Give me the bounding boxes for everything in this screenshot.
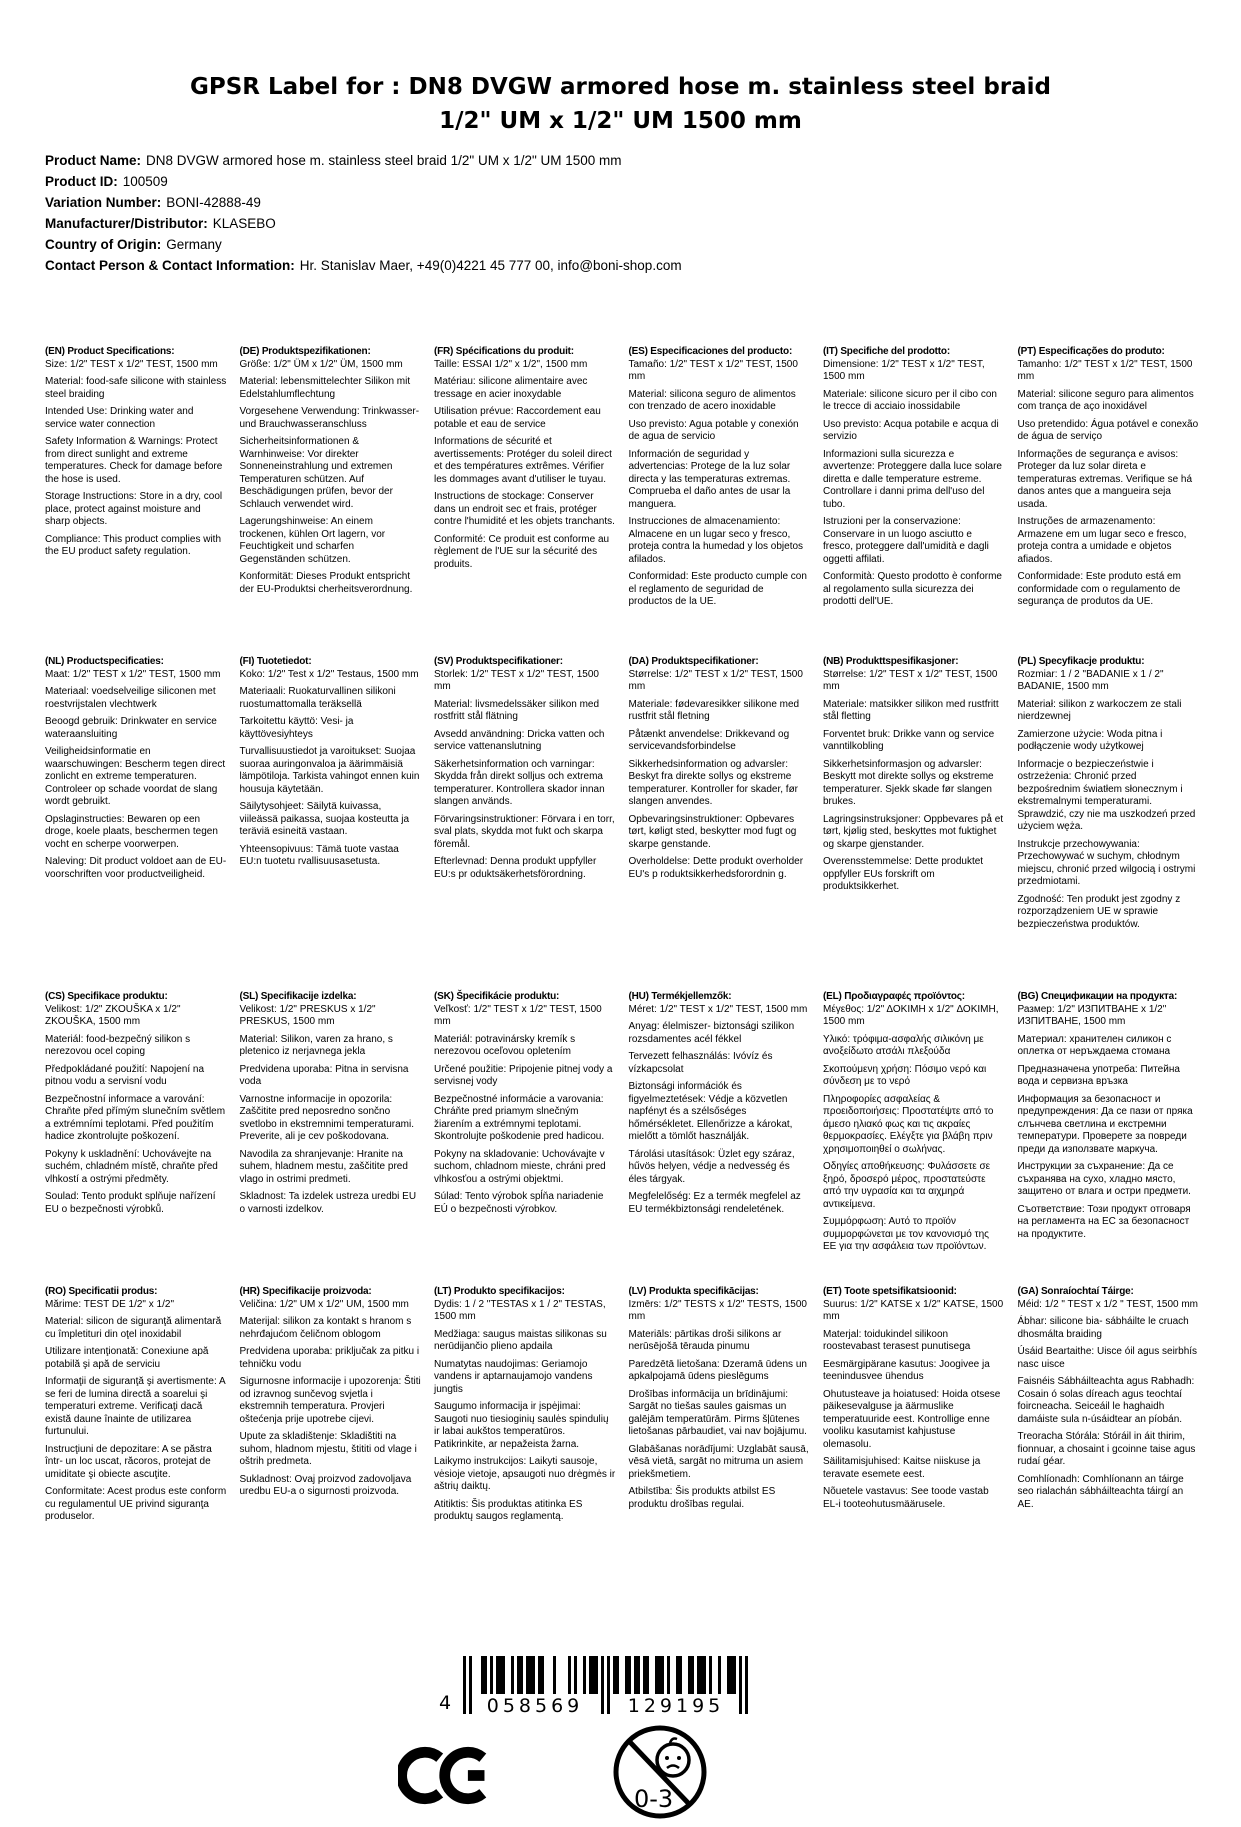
barcode-bar [739,1656,742,1714]
lang-paragraph: Instrucţiuni de depozitare: A se păstra într- un loc uscat, răcoros, protejat de umiditate şi obiecte ascuţite. [45,1443,212,1480]
barcode-bar [568,1656,571,1694]
lang-block-fr [434,346,616,576]
title-line-1: GPSR Label for : DN8 DVGW armored hose m. stainless steel braid [189,74,1052,100]
lang-paragraph: Ohutusteave ja hoiatused: Hoida otsese päikesevalguse ja äärmuslike temperatuuride eest. Kontrollige enne vooliku kasutamist kahjustuse olemasolu. [823,1388,1001,1450]
lang-paragraph: Conformité: Ce produit est conforme au règlement de l'UE sur la sécurité des produits. [434,533,610,570]
lang-paragraph: Eesmärgipärane kasutus: Joogivee ja teenindusvee ühendus [823,1358,990,1382]
lang-paragraph: Οδηγίες αποθήκευσης: Φυλάσσετε σε ξηρό, δροσερό μέρος, προστατεύστε από την υγρασία και τα αιχμηρά αντικείμενα. [823,1161,991,1210]
lang-paragraph: Saugumo informacija ir įspėjimai: Saugoti nuo tiesioginių saulės spindulių ir labai aukštos temperatūros. Patikrinkite, ar nepažeista žarna. [434,1401,609,1450]
barcode-bar [646,1656,649,1694]
lang-paragraph: Информация за безопасност и предупреждения: Да се пази от пряка слънчева светлина и екстремни температури. Проверете за повреди преди да използвате маркуча. [1017,1093,1193,1155]
lang-paragraph: Información de seguridad y advertencias: Protege de la luz solar directa y las temperaturas extremas. Comprueba el daño antes de usar la manguera. [628,448,791,510]
lang-heading: (DA) Produktspecifikationer: [628,656,759,667]
variation-number-row [45,192,1241,213]
barcode-bar [511,1656,514,1694]
barcode-bar [601,1656,604,1714]
lang-paragraph: Faisnéis Sábháilteachta agus Rabhadh: Cosain ó solas díreach agus teochtaí foircneacha. Seiceáil le haghaidh damáiste sula n-úsáidtear an píobán. [1017,1376,1195,1425]
lang-block-nl [45,656,227,886]
lang-paragraph: Navodila za shranjevanje: Hranite na suhem, hladnem mestu, zaščitite pred vlago in ostrimi predmeti. [239,1148,408,1185]
lang-paragraph: Conformitate: Acest produs este conform cu regulamentul UE privind siguranţa produselor. [45,1486,227,1522]
lang-paragraph: Предназначена употреба: Питейна вода и сервизна връзка [1017,1063,1180,1087]
lang-paragraph: Bezpečnostné informácie a varovania: Chráňte pred priamym slnečným žiarením a extrémnymi teplotami. Skontrolujte poškodenie pred hadicou. [434,1093,605,1142]
lang-paragraph: Material: silicone seguro para alimentos com trança de aço inoxidável [1017,388,1194,412]
lang-heading: (SL) Specifikacije izdelka: [239,991,357,1002]
lang-paragraph: Numatytas naudojimas: Geriamojo vandens ir aptarnaujamojo vandens jungtis [434,1358,593,1395]
lang-paragraph: Materiaal: voedselveilige siliconen met roestvrijstalen vlechtwerk [45,686,216,710]
lang-paragraph: Materjal: toidukindel silikoon roostevabast terasest punutisega [823,1328,971,1352]
lang-heading: (HR) Specifikacije proizvoda: [239,1286,372,1297]
lang-paragraph: Yhteensopivuus: Tämä tuote vastaa EU:n tuotetu rvallisuusasetusta. [239,843,399,867]
lang-paragraph: Pokyny k uskladnění: Uchovávejte na suchém, chladném místě, chraňte před vlhkostí a ostrými předměty. [45,1148,218,1185]
lang-block-es [629,346,811,614]
lang-paragraph: Conformidad: Este producto cumple con el reglamento de seguridad de productos de la UE. [628,571,807,607]
lang-paragraph: Материал: хранителен силикон с оплетка от неръждаема стомана [1017,1033,1172,1057]
lang-paragraph: Materiale: matsikker silikon med rustfritt stål fletting [823,698,999,722]
ce-mark-icon [398,1744,498,1812]
barcode-bar [574,1656,577,1694]
lang-paragraph: Intended Use: Drinking water and service water connection [45,406,194,430]
lang-paragraph: Μέγεθος: 1/2" ΔΟΚΙΜΗ x 1/2" ΔΟΚΙΜΗ, 1500 mm [823,1003,999,1027]
lang-paragraph: Mărime: TEST DE 1/2" x 1/2" [45,1298,174,1310]
barcode-bar [553,1656,556,1694]
lang-paragraph: Upute za skladištenje: Skladištiti na suhom, hladnom mjestu, štititi od vlage i oštrih predmeta. [239,1431,417,1467]
barcode-bar [583,1656,586,1694]
lang-paragraph: Bezpečnostní informace a varování: Chraňte před přímým slunečním světlem a extrémními teplotami. Před použitím hadice zkontrolujte poškození. [45,1093,226,1142]
lang-paragraph: Material: food-safe silicone with stainless steel braiding [45,376,227,400]
lang-paragraph: Opslaginstructies: Bewaren op een droge, koele plaats, beschermen tegen vocht en scherpe voorwerpen. [45,813,218,850]
lang-paragraph: Material: livsmedelssäker silikon med rostfritt stål flätning [434,698,600,722]
lang-paragraph: Opbevaringsinstruktioner: Opbevares tørt, køligt sted, beskytter mod fugt og skarpe genstande. [628,813,797,850]
lang-row-4 [45,1286,1199,1529]
lang-paragraph: Sikkerhedsinformation og advarsler: Beskyt fra direkte sollys og ekstreme temperaturer. Kontroller for skader, før slangen anvendes. [628,758,799,807]
lang-row-3 [45,991,1199,1286]
lang-heading: (NB) Produkttspesifikasjoner: [823,656,959,667]
lang-paragraph: Größe: 1/2" ÜM x 1/2" ÜM, 1500 mm [239,358,403,370]
lang-block-el [823,991,1005,1259]
lang-paragraph: Informacje o bezpieczeństwie i ostrzeżenia: Chronić przed bezpośrednim światłem słonecznym i ekstremalnymi temperaturami. Sprawdzić, czy nie ma uszkodzeń przed użyciem węża. [1017,758,1196,832]
lang-paragraph: Efterlevnad: Denna produkt uppfyller EU:s pr oduktsäkerhetsförordning. [434,856,597,880]
product-name-row [45,150,1241,171]
lang-paragraph: Istruzioni per la conservazione: Conservare in un luogo asciutto e fresco, proteggere dall'umidità e dagli oggetti affilati. [823,516,989,565]
lang-paragraph: Predvidena uporaba: Pitna in servisna voda [239,1063,409,1087]
lang-paragraph: Instrucciones de almacenamiento: Almacene en un lugar seco y fresco, proteja contra la humedad y los objetos afilados. [628,516,804,565]
age-range-text: 0-3 [634,1785,674,1813]
lang-paragraph: Treoracha Stórála: Stóráil in áit thirim, fionnuar, a chosaint i gcoinne taise agus rudaí géar. [1017,1431,1196,1467]
barcode-bar [595,1656,598,1694]
lang-paragraph: Méid: 1/2 " TEST x 1/2 " TEST, 1500 mm [1017,1298,1199,1310]
lang-paragraph: Säkerhetsinformation och varningar: Skydda från direkt solljus och extrema temperaturer. Kontrollera skador innan slangen används. [434,758,605,807]
lang-paragraph: Rozmiar: 1 / 2 "BADANIE x 1 / 2" BADANIE, 1500 mm [1017,668,1164,692]
lang-paragraph: Съответствие: Този продукт отговаря на регламента на ЕС за безопасност на продуктите. [1017,1203,1191,1240]
lang-paragraph: Atitiktis: Šis produktas atitinka ES produktų saugos reglamentą. [434,1498,583,1522]
lang-paragraph: Určené použitie: Pripojenie pitnej vody a servisnej vody [434,1063,613,1087]
lang-block-ro [45,1286,227,1529]
lang-block-sl [240,991,422,1221]
lang-block-nb [823,656,1005,899]
barcode-bar [679,1656,682,1694]
lang-paragraph: Säilitamisjuhised: Kaitse niiskuse ja teravate esemete eest. [823,1456,981,1480]
age-warning-0-3-icon [610,1722,710,1827]
lang-paragraph: Sukladnost: Ovaj proizvod zadovoljava uredbu EU-a o sigurnosti proizvoda. [239,1473,412,1497]
country-of-origin-label: Country of Origin: [45,237,162,252]
lang-block-da [629,656,811,886]
lang-paragraph: Laikymo instrukcijos: Laikyti sausoje, vėsioje vietoje, apsaugoti nuo drėgmės ir aštrių daiktų. [434,1456,616,1492]
contact-row [45,255,1241,276]
lang-paragraph: Påtænkt anvendelse: Drikkevand og servicevandsforbindelse [628,728,790,752]
lang-paragraph: Predvidena uporaba: priključak za pitku i tehničku vodu [239,1346,420,1370]
lang-paragraph: Úsáid Beartaithe: Uisce óil agus seirbhís nasc uisce [1017,1346,1198,1370]
lang-paragraph: Konformität: Dieses Produkt entspricht der EU-Produktsi cherheitsverordnung. [239,571,413,595]
lang-paragraph: Conformità: Questo prodotto è conforme al regolamento sulla sicurezza dei prodotti dell'UE. [823,571,1002,607]
lang-paragraph: Matériau: silicone alimentaire avec tressage en acier inoxydable [434,376,588,400]
lang-paragraph: Zamierzone użycie: Woda pitna i podłączenie wody użytkowej [1017,728,1163,752]
title-line-2: 1/2" UM x 1/2" UM 1500 mm [439,108,802,134]
lang-paragraph: Nõuetele vastavus: See toode vastab EL-i tooteohutusmäärusele. [823,1486,989,1510]
lang-heading: (NL) Productspecificaties: [45,656,164,667]
barcode-bar [490,1656,493,1694]
lang-heading: (FI) Tuotetiedot: [239,656,312,667]
lang-heading: (ES) Especificaciones del producto: [628,346,793,357]
product-id-row [45,171,1241,192]
product-info [45,150,1241,276]
barcode-bar [745,1656,748,1714]
lang-heading: (DE) Produktspezifikationen: [239,346,371,357]
lang-paragraph: Naleving: Dit product voldoet aan de EU-voorschriften voor productveiligheid. [45,856,227,880]
barcode-bar [733,1656,736,1694]
lang-paragraph: Инструкции за съхранение: Да се съхранява на сухо, хладно място, защитено от влага и остри предмети. [1017,1161,1191,1197]
lang-paragraph: Velikost: 1/2" PRESKUS x 1/2" PRESKUS, 1500 mm [239,1003,376,1027]
lang-block-de [240,346,422,601]
lang-heading: (EL) Προδιαγραφές προϊόντος: [823,991,965,1002]
lang-paragraph: Lagerungshinweise: An einem trockenen, kühlen Ort lagern, vor Feuchtigkeit und scharfen Gegenständen schützen. [239,516,386,565]
lang-paragraph: Megfelelőség: Ez a termék megfelel az EU termékbiztonsági rendeletének. [628,1191,801,1215]
language-specifications-grid [45,346,1199,1529]
lang-paragraph: Méret: 1/2" TEST x 1/2" TEST, 1500 mm [628,1003,808,1015]
barcode-leading-digit: 4 [439,1692,452,1714]
lang-paragraph: Πληροφορίες ασφαλείας & προειδοποιήσεις: Προστατέψτε από το άμεσο ηλιακό φως και τις ακραίες θερμοκρασίες. Ελέγξτε για βλάβη πριν χρησιμοποιηθεί ο σωλήνας. [823,1093,994,1155]
lang-paragraph: Materiale: silicone sicuro per il cibo con le trecce di acciaio inossidabile [823,388,997,412]
country-of-origin-row [45,234,1241,255]
lang-paragraph: Dydis: 1 / 2 "TESTAS x 1 / 2" TESTAS, 1500 mm [434,1298,606,1322]
barcode-bar [502,1656,505,1694]
lang-paragraph: Størrelse: 1/2" TEST x 1/2" TEST, 1500 mm [628,668,803,692]
lang-block-it [823,346,1005,614]
barcode-bar [691,1656,694,1694]
lang-heading: (SV) Produktspecifikationer: [434,656,563,667]
lang-paragraph: Velikost: 1/2" ZKOUŠKA x 1/2" ZKOUŠKA, 1500 mm [45,1003,181,1027]
barcode-bar [541,1656,544,1694]
product-name-label: Product Name: [45,153,142,168]
lang-block-sv [434,656,616,886]
barcode-left-digits: 058569 [486,1695,584,1717]
lang-paragraph: Overensstemmelse: Dette produktet oppfyller EUs forskrift om produktsikkerhet. [823,856,984,892]
lang-paragraph: Materijal: silikon za kontakt s hranom s nehrđajućom čeličnom oblogom [239,1316,412,1340]
lang-paragraph: Sicherheitsinformationen & Warnhinweise: Vor direkter Sonneneinstrahlung und extremen Temperaturen schützen. Auf Beschädigungen prüfen, bevor der Schlauch verwendet wird. [239,436,393,510]
barcode-bar [463,1656,466,1714]
lang-row-1 [45,346,1199,656]
manufacturer-label: Manufacturer/Distributor: [45,216,208,231]
lang-paragraph: Informações de segurança e avisos: Proteger da luz solar direta e temperaturas extremas. Verifique se há danos antes que a mangueira seja usada. [1017,448,1193,510]
lang-paragraph: Utilisation prévue: Raccordement eau potable et eau de service [434,406,601,430]
lang-paragraph: Lagringsinstruksjoner: Oppbevares på et tørt, kjølig sted, beskyttes mot fuktighet og skarpe gjenstander. [823,813,1004,850]
contact-label: Contact Person & Contact Information: [45,258,295,273]
lang-paragraph: Drošības informācija un brīdinājumi: Sargāt no tiešas saules gaismas un galējām temperatūrām. Pirms šļūtenes lietošanas pārbaudiet, vai nav bojājumu. [628,1388,807,1437]
lang-paragraph: Comhlíonadh: Comhlíonann an táirge seo rialachán sábháilteachta táirgí an AE. [1017,1473,1184,1510]
lang-paragraph: Skladnost: Ta izdelek ustreza uredbi EU o varnosti izdelkov. [239,1191,417,1215]
lang-block-lv [629,1286,811,1516]
lang-paragraph: Taille: ESSAI 1/2" x 1/2", 1500 mm [434,358,588,370]
lang-paragraph: Veľkosť: 1/2" TEST x 1/2" TEST, 1500 mm [434,1003,602,1027]
lang-heading: (PT) Especificações do produto: [1017,346,1165,357]
lang-heading: (RO) Specificatii produs: [45,1286,158,1297]
lang-block-et [823,1286,1005,1516]
lang-paragraph: Beoogd gebruik: Drinkwater en service wateraansluiting [45,716,217,740]
lang-block-fi [240,656,422,874]
lang-paragraph: Dimensione: 1/2" TEST x 1/2" TEST, 1500 mm [823,358,985,382]
lang-paragraph: Tamaño: 1/2" TEST x 1/2" TEST, 1500 mm [628,358,798,382]
lang-paragraph: Storlek: 1/2" TEST x 1/2" TEST, 1500 mm [434,668,599,692]
country-of-origin-value: Germany [166,237,222,252]
lang-heading: (EN) Product Specifications: [45,346,175,357]
barcode-right-digits: 129195 [627,1695,725,1717]
barcode-bar [532,1656,535,1694]
lang-block-pt [1018,346,1200,614]
lang-heading: (GA) Sonraíochtaí Táirge: [1017,1286,1134,1297]
lang-paragraph: Informaţii de siguranţă şi avertismente: A se feri de lumina directă a soarelui şi temperaturi extreme. Verificaţi dacă există daune înainte de utilizarea furtunului. [45,1376,226,1437]
lang-paragraph: Uso previsto: Agua potable y conexión de agua de servicio [628,418,799,442]
lang-heading: (LT) Produkto specifikacijos: [434,1286,565,1297]
lang-paragraph: Materiāls: pārtikas droši silikons ar nerūsējošā tērauda pinumu [628,1328,782,1352]
lang-heading: (PL) Specyfikacje produktu: [1017,656,1145,667]
lang-heading: (BG) Спецификации на продукта: [1017,991,1178,1002]
lang-paragraph: Materiale: fødevaresikker silikone med rustfrit stål fletning [628,698,800,722]
lang-paragraph: Overholdelse: Dette produkt overholder EU's p roduktsikkerhedsforordnin g. [628,856,804,880]
lang-paragraph: Storage Instructions: Store in a dry, cool place, protect against moisture and sharp objects. [45,491,223,527]
barcode-bar [628,1656,631,1694]
lang-paragraph: Materiál: potravinársky kremík s nerezovou oceľovou opletením [434,1033,576,1057]
lang-heading: (FR) Spécifications du produit: [434,346,574,357]
lang-paragraph: Förvaringsinstruktioner: Förvara i en torr, sval plats, skydda mot fukt och skarpa föremål. [434,813,615,850]
barcode-bar [637,1656,640,1694]
lang-paragraph: Biztonsági információk és figyelmeztetések: Védje a közvetlen napfényt és a szélsőséges hőmérsékletet. Ellenőrizze a károkat, mielőtt a tömlőt használják. [628,1081,793,1142]
lang-paragraph: Compliance: This product complies with the EU product safety regulation. [45,533,222,557]
lang-paragraph: Glabāšanas norādījumi: Uzglabāt sausā, vēsā vietā, sargāt no mitruma un asiem priekšmetiem. [628,1443,809,1480]
lang-paragraph: Koko: 1/2" Test x 1/2" Testaus, 1500 mm [239,668,419,680]
page-title [55,70,1186,138]
lang-paragraph: Tervezett felhasználás: Ivóvíz és vízkapcsolat [628,1051,773,1075]
lang-paragraph: Tamanho: 1/2" TEST x 1/2" TEST, 1500 mm [1017,358,1193,382]
lang-block-sk [434,991,616,1221]
contact-value: Hr. Stanislav Maer, +49(0)4221 45 777 00, info@boni-shop.com [299,258,682,273]
lang-heading: (IT) Specifiche del prodotto: [823,346,950,357]
lang-paragraph: Materiał: silikon z warkoczem ze stali nierdzewnej [1017,698,1182,722]
lang-paragraph: Forventet bruk: Drikke vann og service vanntilkobling [823,728,995,752]
barcode-bar [703,1656,706,1694]
lang-paragraph: Maat: 1/2" TEST x 1/2" TEST, 1500 mm [45,668,221,680]
lang-paragraph: Turvallisuustiedot ja varoitukset: Suojaa suoraa auringonvaloa ja äärimmäisiä lämpötiloja. Tarkista vahingot ennen kuin housuja käytetään. [239,746,420,795]
barcode-bar [709,1656,712,1694]
lang-block-cs [45,991,227,1221]
lang-paragraph: Σκοπούμενη χρήση: Πόσιμο νερό και σύνδεση με το νερό [823,1063,987,1087]
variation-number-value: BONI-42888-49 [166,195,261,210]
lang-paragraph: Informazioni sulla sicurezza e avvertenze: Proteggere dalla luce solare diretta e dalle temperature estreme. Controllare i danni prima dell'uso del tubo. [823,448,1002,510]
lang-paragraph: Informations de sécurité et avertissements: Protéger du soleil direct et des températures extrêmes. Vérifier les dommages avant d'utiliser le tuyau. [434,436,612,485]
lang-paragraph: Izmērs: 1/2" TESTS x 1/2" TESTS, 1500 mm [628,1298,807,1322]
lang-heading: (HU) Termékjellemzők: [628,991,732,1002]
lang-block-ga [1018,1286,1200,1516]
barcode-bar [484,1656,487,1694]
lang-paragraph: Varnostne informacije in opozorila: Zaščitite pred neposredno sončno svetlobo in ekstremnimi temperaturami. Preverite, ali je cev poškodovana. [239,1093,415,1142]
lang-block-en [45,346,227,564]
lang-paragraph: Conformidade: Este produto está em conformidade com o regulamento de segurança de produtos da UE. [1017,571,1181,607]
lang-paragraph: Anyag: élelmiszer- biztonsági szilikon rozsdamentes acél fékkel [628,1021,795,1045]
ean-barcode [439,1656,748,1717]
lang-heading: (CS) Specifikace produktu: [45,991,168,1002]
lang-paragraph: Size: 1/2" TEST x 1/2" TEST, 1500 mm [45,358,218,370]
lang-paragraph: Material: Silikon, varen za hrano, s pletenico iz nerjavnega jekla [239,1033,393,1057]
lang-paragraph: Tárolási utasítások: Üzlet egy száraz, hűvös helyen, védje a nedvesség és éles tárgyak. [628,1148,795,1185]
barcode-bar [520,1656,523,1694]
product-name-value: DN8 DVGW armored hose m. stainless steel braid 1/2" UM x 1/2" UM 1500 mm [146,153,622,168]
lang-paragraph: Veličina: 1/2" UM x 1/2" UM, 1500 mm [239,1298,409,1310]
manufacturer-row [45,213,1241,234]
lang-paragraph: Instrukcje przechowywania: Przechowywać w suchym, chłodnym miejscu, chronić przed wilgocią i ostrymi przedmiotami. [1017,838,1196,887]
lang-paragraph: Súlad: Tento výrobok spĺňa nariadenie EÚ o bezpečnosti výrobkov. [434,1191,604,1215]
lang-paragraph: Zgodność: Ten produkt jest zgodny z rozporządzeniem UE w sprawie bezpieczeństwa produktów. [1017,893,1181,930]
lang-paragraph: Συμμόρφωση: Αυτό το προϊόν συμμορφώνεται με τον κανονισμό της ΕΕ για την ασφάλεια των προϊόντων. [823,1216,989,1252]
barcode-bar [607,1656,610,1714]
lang-paragraph: Paredzētā lietošana: Dzeramā ūdens un apkalpojamā ūdens pieslēgums [628,1358,807,1382]
lang-paragraph: Safety Information & Warnings: Protect from direct sunlight and extreme temperatures. Check for damage before the hose is used. [45,436,223,485]
lang-paragraph: Instruções de armazenamento: Armazene em um lugar seco e fresco, proteja contra a umidade e objetos afiados. [1017,516,1187,565]
lang-paragraph: Uso pretendido: Água potável e conexão de água de serviço [1017,418,1199,442]
lang-block-lt [434,1286,616,1529]
lang-paragraph: Instructions de stockage: Conserver dans un endroit sec et frais, protéger contre l'humidité et les objets tranchants. [434,491,615,527]
lang-heading: (SK) Špecifikácie produktu: [434,991,560,1002]
barcode-bar [661,1656,664,1694]
lang-block-bg [1018,991,1200,1246]
lang-paragraph: Atbilstība: Šis produkts atbilst ES produktu drošības regulai. [628,1486,776,1510]
lang-paragraph: Størrelse: 1/2" TEST x 1/2" TEST, 1500 mm [823,668,998,692]
lang-paragraph: Sikkerhetsinformasjon og advarsler: Beskytt mot direkte sollys og ekstreme temperaturer. Sjekk skade før slangen brukes. [823,758,994,807]
lang-paragraph: Размер: 1/2" ИЗПИТВАНЕ x 1/2" ИЗПИТВАНЕ, 1500 mm [1017,1003,1167,1027]
barcode-bar [718,1656,721,1694]
lang-heading: (LV) Produkta specifikācijas: [628,1286,759,1297]
lang-paragraph: Medžiaga: saugus maistas silikonas su nerūdijančio plieno apdaila [434,1328,607,1352]
barcode-bar [667,1656,670,1694]
manufacturer-value: KLASEBO [212,216,276,231]
lang-heading: (ET) Toote spetsifikatsioonid: [823,1286,957,1297]
lang-paragraph: Pokyny na skladovanie: Uchovávajte v suchom, chladnom mieste, chráni pred vlhkosťou a ostrými objektmi. [434,1148,606,1185]
product-id-label: Product ID: [45,174,118,189]
lang-paragraph: Materiaali: Ruokaturvallinen silikoni ruostumattomalla teräksellä [239,686,396,710]
lang-row-2 [45,656,1199,991]
lang-paragraph: Tarkoitettu käyttö: Vesi- ja käyttövesiyhteys [239,716,354,740]
lang-block-hu [629,991,811,1221]
lang-block-pl [1018,656,1200,936]
product-id-value: 100509 [122,174,168,189]
lang-paragraph: Material: lebensmittelechter Silikon mit Edelstahlumflechtung [239,376,411,400]
lang-paragraph: Uso previsto: Acqua potabile e acqua di servizio [823,418,999,442]
lang-paragraph: Předpokládané použití: Napojení na pitnou vodu a servisní vodu [45,1063,205,1087]
lang-paragraph: Material: silicon de siguranţă alimentară cu împletituri din oţel inoxidabil [45,1316,222,1340]
lang-paragraph: Sigurnosne informacije i upozorenja: Štiti od izravnog sunčevog svjetla i ekstremnih temperatura. Provjeri oštećenja prije upotrebe cijevi. [239,1376,421,1425]
lang-paragraph: Vorgesehene Verwendung: Trinkwasser- und Brauchwasseranschluss [239,406,420,430]
lang-paragraph: Utilizare intenţionată: Conexiune apă potabilă şi apă de serviciu [45,1346,209,1370]
variation-number-label: Variation Number: [45,195,162,210]
lang-paragraph: Υλικό: τρόφιμα-ασφαλής σιλικόνη με ανοξείδωτο ατσάλι πλεξούδα [823,1033,984,1057]
lang-paragraph: Material: silicona seguro de alimentos con trenzado de acero inoxidable [628,388,796,412]
lang-paragraph: Avsedd användning: Dricka vatten och service vattenanslutning [434,728,605,752]
lang-paragraph: Ábhar: silicone bia- sábháilte le cruach dhosmálta braiding [1017,1316,1189,1340]
barcode-bar [616,1656,619,1694]
lang-paragraph: Suurus: 1/2" KATSE x 1/2" KATSE, 1500 mm [823,1298,1004,1322]
lang-paragraph: Säilytysohjeet: Säilytä kuivassa, viileässä paikassa, suojaa kosteutta ja teräviä esineitä vastaan. [239,801,410,837]
lang-block-hr [240,1286,422,1504]
lang-paragraph: Materiál: food-bezpečný silikon s nerezovou ocel coping [45,1033,191,1057]
lang-paragraph: Veiligheidsinformatie en waarschuwingen: Bescherm tegen direct zonlicht en extreme temperaturen. Controleer op schade voordat de slang wordt gebruikt. [45,746,226,807]
lang-paragraph: Soulad: Tento produkt splňuje nařízení EU o bezpečnosti výrobků. [45,1191,216,1215]
